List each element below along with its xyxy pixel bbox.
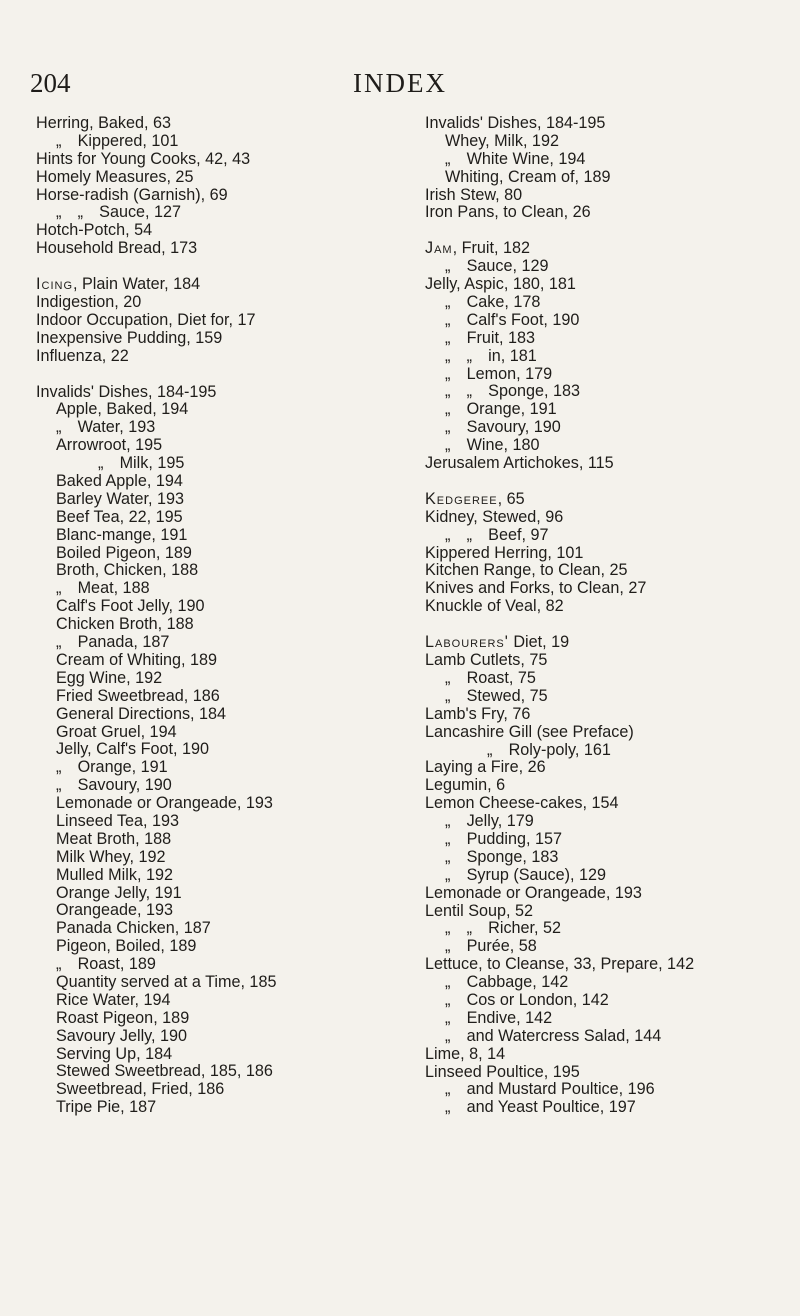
index-entry: Indigestion, 20 (36, 293, 142, 312)
index-entry: Lettuce, to Cleanse, 33, Prepare, 142 (425, 955, 695, 974)
index-entry: Groat Gruel, 194 (56, 722, 177, 741)
entry-gap (425, 222, 795, 240)
index-entry: „ Lemon, 179 (445, 364, 553, 383)
index-entry: „ Milk, 195 (98, 454, 185, 473)
index-entry: Mulled Milk, 192 (56, 865, 173, 884)
index-entry: „ White Wine, 194 (445, 149, 586, 168)
index-entry: Broth, Chicken, 188 (56, 561, 199, 580)
index-entry: „ Roast, 75 (445, 668, 536, 687)
section-head-word: Kedgeree (425, 489, 498, 508)
index-entry: „ Savoury, 190 (56, 776, 172, 795)
entry-gap (36, 258, 406, 276)
index-entry: Labourers' Diet, 19 (425, 633, 570, 652)
index-entry: Blanc-mange, 191 (56, 525, 188, 544)
index-entry: Sweetbread, Fried, 186 (56, 1080, 225, 1099)
index-entry: Lamb's Fry, 76 (425, 704, 531, 723)
index-entry: Jelly, Aspic, 180, 181 (425, 275, 576, 294)
index-entry: General Directions, 184 (56, 704, 227, 723)
index-entry: „ Sauce, 129 (445, 257, 549, 276)
index-entry: „ Meat, 188 (56, 579, 150, 598)
index-entry: „ Orange, 191 (56, 758, 168, 777)
index-entry: „ Cake, 178 (445, 293, 541, 312)
entry-gap (36, 366, 406, 384)
index-entry: „ Stewed, 75 (445, 686, 548, 705)
index-entry: „ Water, 193 (56, 418, 156, 437)
index-entry: „ Cabbage, 142 (445, 973, 569, 992)
page-number: 204 (30, 68, 71, 98)
index-entry: „ Panada, 187 (56, 633, 170, 652)
index-entry: Influenza, 22 (36, 346, 129, 365)
index-entry: Icing, Plain Water, 184 (36, 275, 201, 294)
index-entry: Whiting, Cream of, 189 (445, 167, 611, 186)
index-entry: Horse-radish (Garnish), 69 (36, 185, 228, 204)
index-entry: Iron Pans, to Clean, 26 (425, 203, 591, 222)
index-entry: „ Orange, 191 (445, 400, 557, 419)
running-head: INDEX (353, 68, 447, 98)
index-entry: „ Roast, 189 (56, 955, 156, 974)
index-entry: „ „ Sponge, 183 (445, 382, 580, 401)
index-entry: „ and Mustard Poultice, 196 (445, 1080, 655, 1099)
index-entry: Baked Apple, 194 (56, 472, 183, 491)
index-entry: „ Syrup (Sauce), 129 (445, 865, 607, 884)
index-entry: Legumin, 6 (425, 776, 506, 795)
index-entry: „ Pudding, 157 (445, 829, 562, 848)
index-entry: Tripe Pie, 187 (56, 1098, 157, 1117)
index-entry: Savoury Jelly, 190 (56, 1026, 188, 1045)
index-entry: „ and Watercress Salad, 144 (445, 1026, 662, 1045)
index-entry: „ Endive, 142 (445, 1008, 553, 1027)
index-entry: Beef Tea, 22, 195 (56, 507, 183, 526)
index-entry: „ „ Richer, 52 (445, 919, 562, 938)
index-entry: Invalids' Dishes, 184-195 (425, 114, 606, 132)
index-entry: „ Calf's Foot, 190 (445, 310, 580, 329)
index-entry: Lemonade or Orangeade, 193 (56, 794, 273, 813)
section-head-word: Icing (36, 275, 73, 294)
index-entry: Meat Broth, 188 (56, 829, 172, 848)
index-entry: Lemon Cheese-cakes, 154 (425, 794, 619, 813)
index-entry: Linseed Poultice, 195 (425, 1062, 580, 1081)
index-entry: Lancashire Gill (see Preface) (425, 722, 634, 741)
index-entry: Barley Water, 193 (56, 489, 185, 508)
index-entry: Panada Chicken, 187 (56, 919, 211, 938)
index-entry: Irish Stew, 80 (425, 185, 523, 204)
index-entry: Chicken Broth, 188 (56, 615, 194, 634)
index-entry: Orangeade, 193 (56, 901, 174, 920)
section-head-word: Jam (425, 239, 453, 258)
index-entry: Calf's Foot Jelly, 190 (56, 597, 205, 616)
index-entry: Kidney, Stewed, 96 (425, 507, 564, 526)
index-entry: Pigeon, Boiled, 189 (56, 937, 197, 956)
index-entry: Herring, Baked, 63 (36, 114, 171, 132)
index-entry: Lentil Soup, 52 (425, 901, 534, 920)
index-entry: Fried Sweetbread, 186 (56, 686, 220, 705)
index-entry: „ Jelly, 179 (445, 812, 534, 831)
index-entry: Whey, Milk, 192 (445, 131, 559, 150)
index-entry: Knives and Forks, to Clean, 27 (425, 579, 647, 598)
index-entry: Quantity served at a Time, 185 (56, 972, 277, 991)
index-entry: Household Bread, 173 (36, 239, 198, 258)
index-entry: Lamb Cutlets, 75 (425, 651, 548, 670)
entry-gap (425, 616, 795, 634)
index-entry: Serving Up, 184 (56, 1044, 173, 1063)
index-entry: „ Savoury, 190 (445, 418, 561, 437)
index-entry: Apple, Baked, 194 (56, 400, 189, 419)
index-entry: „ Wine, 180 (445, 436, 540, 455)
index-entry: Boiled Pigeon, 189 (56, 543, 192, 562)
index-entry: Arrowroot, 195 (56, 436, 163, 455)
index-entry: „ Cos or London, 142 (445, 990, 609, 1009)
index-entry: Rice Water, 194 (56, 990, 171, 1009)
index-entry: Laying a Fire, 26 (425, 758, 546, 777)
index-column-left (36, 115, 406, 1117)
index-entry: Lime, 8, 14 (425, 1044, 506, 1063)
index-entry: „ Purée, 58 (445, 937, 537, 956)
index-entry: „ „ Beef, 97 (445, 525, 549, 544)
index-entry: Kippered Herring, 101 (425, 543, 584, 562)
index-entry: Homely Measures, 25 (36, 167, 194, 186)
index-entry: Stewed Sweetbread, 185, 186 (56, 1062, 273, 1081)
index-entry: „ Roly-poly, 161 (487, 740, 611, 759)
index-entry: Kedgeree, 65 (425, 489, 525, 508)
index-entry: Cream of Whiting, 189 (56, 650, 218, 669)
index-entry: Jelly, Calf's Foot, 190 (56, 740, 210, 759)
index-entry: Milk Whey, 192 (56, 847, 166, 866)
entry-gap (425, 473, 795, 491)
index-entry: Lemonade or Orangeade, 193 (425, 883, 642, 902)
index-entry: Hints for Young Cooks, 42, 43 (36, 149, 251, 168)
index-entry: Inexpensive Pudding, 159 (36, 328, 223, 347)
index-entry: Hotch-Potch, 54 (36, 221, 153, 240)
index-entry: „ Sponge, 183 (445, 847, 559, 866)
index-entry: „ and Yeast Poultice, 197 (445, 1098, 636, 1117)
index-entry: „ „ in, 181 (445, 346, 537, 365)
section-head-word: Labourers' (425, 633, 509, 652)
index-entry: Egg Wine, 192 (56, 668, 163, 687)
index-entry: Jerusalem Artichokes, 115 (425, 454, 614, 473)
index-entry: Linseed Tea, 193 (56, 811, 180, 830)
index-entry: Jam, Fruit, 182 (425, 239, 530, 258)
index-entry: Invalids' Dishes, 184-195 (36, 382, 217, 401)
index-column-right (425, 115, 795, 1117)
index-entry: Orange Jelly, 191 (56, 883, 182, 902)
index-entry: Knuckle of Veal, 82 (425, 597, 564, 616)
index-entry: „ Kippered, 101 (56, 131, 179, 150)
index-entry: Indoor Occupation, Diet for, 17 (36, 310, 256, 329)
index-entry: „ Fruit, 183 (445, 328, 535, 347)
index-entry: Kitchen Range, to Clean, 25 (425, 561, 628, 580)
index-entry: Roast Pigeon, 189 (56, 1008, 190, 1027)
index-entry: „ „ Sauce, 127 (56, 203, 182, 222)
